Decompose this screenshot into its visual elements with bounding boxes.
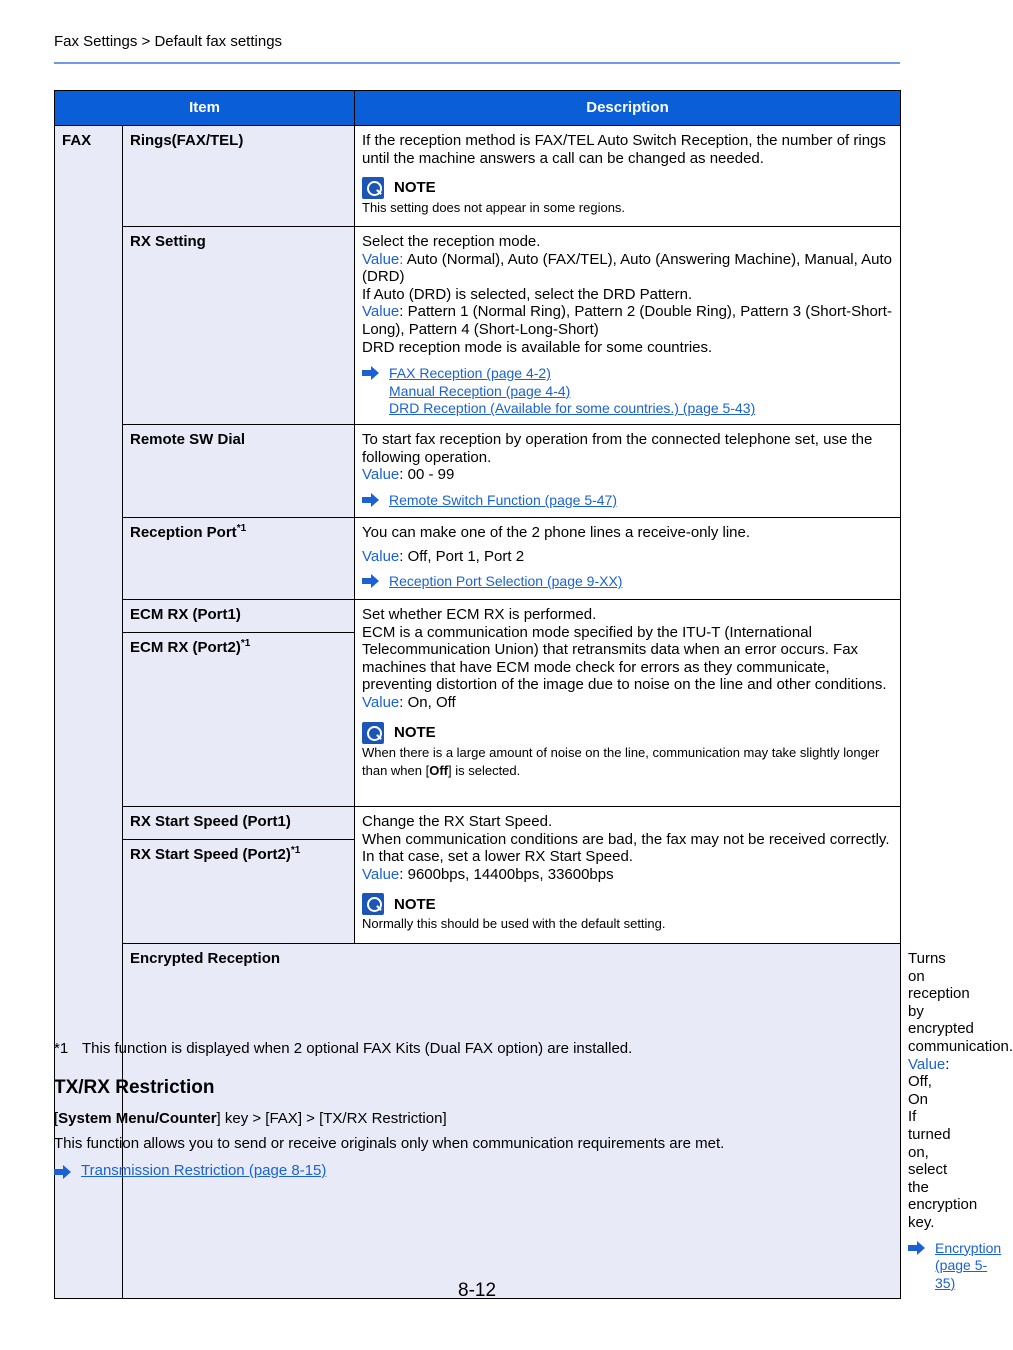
rx-speed-line2: When communication conditions are bad, the fax may not be received correctly. In that case, set a lower RX Start Speed. xyxy=(362,830,890,866)
link-drd-reception[interactable]: DRD Reception (Available for some countries.) (page 5-43) xyxy=(389,400,756,417)
header-divider xyxy=(54,62,900,64)
desc-rx-setting xyxy=(355,227,901,425)
note-ecm xyxy=(362,722,893,780)
item-ecm-rx-port2: ECM RX (Port2) xyxy=(130,639,241,656)
ecm-line2: ECM is a communication mode specified by the ITU-T (International Telecommunication Union) that retransmits data when an error occurs. Fax machines that have ECM mode check for errors as they communicate, preventing distortion of the image due to noise on the line and other conditions. xyxy=(362,623,887,694)
column-header-description: Description xyxy=(355,91,901,126)
item-ecm-rx xyxy=(123,600,355,807)
link-transmission-restriction[interactable]: Transmission Restriction (page 8-15) xyxy=(81,1162,327,1179)
section-title: TX/RX Restriction xyxy=(54,1077,215,1098)
arrow-right-icon xyxy=(362,575,380,587)
note-text-post: ] is selected. xyxy=(448,762,521,778)
desc-rings-text: If the reception method is FAX/TEL Auto Switch Reception, the number of rings until the machine answers a call can be changed as needed. xyxy=(362,132,886,167)
note-text-pre: When there is a large amount of noise on the line, communication may take slightly longer than when [ xyxy=(362,744,880,778)
desc-reception-port xyxy=(355,518,901,600)
ecm-line1: Set whether ECM RX is performed. xyxy=(362,606,597,623)
link-reception-port-selection[interactable]: Reception Port Selection (page 9-XX) xyxy=(389,573,623,590)
value-label: Value xyxy=(362,303,400,321)
arrow-right-icon xyxy=(908,1242,926,1254)
link-fax-reception[interactable]: FAX Reception (page 4-2) xyxy=(389,365,551,382)
breadcrumb: Fax Settings > Default fax settings xyxy=(54,33,283,50)
value-text: : 00 - 99 xyxy=(399,466,455,484)
note-rings xyxy=(362,177,893,217)
footnote-mark: *1 xyxy=(54,1040,69,1057)
footnote-ref: *1 xyxy=(240,638,251,649)
desc-rx-start-speed xyxy=(355,807,901,944)
value-text: : 9600bps, 14400bps, 33600bps xyxy=(399,865,614,883)
footnote-text: This function is displayed when 2 optional FAX Kits (Dual FAX option) are installed. xyxy=(82,1040,633,1057)
value-text: : Off, Port 1, Port 2 xyxy=(399,547,525,565)
note-rx-speed xyxy=(362,893,893,933)
note-label: NOTE xyxy=(394,179,436,197)
desc-rings xyxy=(355,126,901,227)
section-description: This function allows you to send or receive originals only when communication requirements are met. xyxy=(54,1135,725,1152)
desc-remote-sw-dial xyxy=(355,425,901,518)
settings-table: Item Description FAX Rings(FAX/TEL) If the reception method is FAX/TEL Auto Switch Reception, the number of rings until the machine answers a call can be changed as needed. NOTE This setting does not appear in some regions. RX Setting Select the reception mode. Value: Auto (Normal), Auto (FAX/TEL), Auto (Answering Machine), Manual, Auto (DRD) If Auto (DRD) is selected, select the DRD Pattern. Value: Pattern 1 (Normal Ring), Pattern 2 (Double Ring), Pattern 3 (Short-Short-Long), Pattern 4 (Short-Long-Short) DRD reception mode is available for some countries. FAX Reception (page 4-2) Manual Reception (page 4-4) DRD Reception (Available for some countries.) (page 5-43) Remote SW Dial To start fax reception by operation from the connected telephone set, use the following operation. Value: 00 - 99 Remote Switch Function (page 5-47) Reception Port$^{*1}$ You can make one of the 2 phone lines a receive-only line. Value: Off, Port 1, Port 2 Reception Port Selection (page 9-XX) ECM RX (Port1) ECM RX (Port2)$^{*1}$ Set whether ECM RX is performed. ECM is a communication mode specified by the ITU-T (International Telecommunication Union) that retransmits data when an error occurs. Fax machines that have ECM mode check for errors as they communicate, preventing distortion of the image due to noise on the line and other conditions. Value: On, Off NOTE When there is a large amount of noise on the line, communication may take slightly longer than when [Off] is selected. RX Start Speed (Port1) RX Start Speed (Port2)$^{*1}$ Change the RX Start Speed. When communication conditions are bad, the fax may not be received correctly. In that case, set a lower RX Start Speed. Value: 9600bps, 14400bps, 33600bps NOTE Normally this should be used with the default setting. Encrypted Reception Turns on reception by encrypted communication. Value: Off, On If turned on, select the encryption key. Encryption (page 5-35) xyxy=(54,90,901,1299)
item-rings: Rings(FAX/TEL) xyxy=(123,126,355,227)
item-reception-port-label: Reception Port xyxy=(130,524,237,541)
menu-path xyxy=(54,1110,447,1127)
value-text: : On, Off xyxy=(399,693,456,711)
footnote-ref: *1 xyxy=(290,845,301,856)
section-link-row xyxy=(54,1162,326,1179)
value-label: Value xyxy=(908,1055,946,1073)
note-text: Normally this should be used with the default setting. xyxy=(362,916,666,932)
arrow-right-icon xyxy=(362,367,380,379)
item-reception-port xyxy=(123,518,355,600)
menu-path-open: [ xyxy=(54,1110,59,1127)
link-encryption[interactable]: Encryption (page 5-35) xyxy=(935,1239,1002,1291)
note-text-bold: Off xyxy=(429,762,448,778)
item-encrypted-reception: Encrypted Reception xyxy=(123,944,901,1299)
value-label: Value xyxy=(362,466,400,484)
arrow-right-icon xyxy=(54,1166,72,1178)
note-icon xyxy=(362,893,384,915)
note-text: This setting does not appear in some regions. xyxy=(362,200,626,216)
footnote xyxy=(54,1040,632,1057)
note-text xyxy=(362,744,893,780)
value-text: : Pattern 1 (Normal Ring), Pattern 2 (Double Ring), Pattern 3 (Short-Short-Long), Pattern 4 (Short-Long-Short) xyxy=(362,303,892,338)
value-label: Value: xyxy=(362,250,404,268)
item-rx-start-speed-port1: RX Start Speed (Port1) xyxy=(130,813,291,830)
link-manual-reception[interactable]: Manual Reception (page 4-4) xyxy=(389,382,571,399)
rx-setting-line1: Select the reception mode. xyxy=(362,233,541,250)
value-label: Value xyxy=(362,693,400,711)
item-rx-start-speed xyxy=(123,807,355,944)
remote-sw-text: To start fax reception by operation from the connected telephone set, use the following operation. xyxy=(362,431,873,466)
note-label: NOTE xyxy=(394,895,436,913)
item-rx-start-speed-port2: RX Start Speed (Port2) xyxy=(130,846,291,863)
desc-ecm-rx xyxy=(355,600,901,807)
menu-path-rest: ] key > [FAX] > [TX/RX Restriction] xyxy=(216,1110,447,1127)
note-icon xyxy=(362,722,384,744)
value-text: : Off, On xyxy=(908,1055,950,1108)
rx-speed-line1: Change the RX Start Speed. xyxy=(362,813,553,830)
item-ecm-rx-port1: ECM RX (Port1) xyxy=(130,606,241,623)
column-header-item: Item xyxy=(55,91,355,126)
page-number: 8-12 xyxy=(458,1280,497,1301)
value-label: Value xyxy=(362,547,400,565)
footnote-ref: *1 xyxy=(236,523,247,534)
item-rx-setting: RX Setting xyxy=(123,227,355,425)
link-remote-switch[interactable]: Remote Switch Function (page 5-47) xyxy=(389,491,617,508)
reception-port-text: You can make one of the 2 phone lines a receive-only line. xyxy=(362,524,751,541)
rx-setting-line2: If Auto (DRD) is selected, select the DRD Pattern. xyxy=(362,285,693,303)
note-label: NOTE xyxy=(394,723,436,741)
note-icon xyxy=(362,177,384,199)
arrow-right-icon xyxy=(362,494,380,506)
item-remote-sw-dial: Remote SW Dial xyxy=(123,425,355,518)
menu-path-key: System Menu/Counter xyxy=(58,1110,217,1127)
value-label: Value xyxy=(362,865,400,883)
rx-setting-line3: DRD reception mode is available for some countries. xyxy=(362,338,713,356)
group-fax: FAX xyxy=(55,126,123,1299)
value-text: Auto (Normal), Auto (FAX/TEL), Auto (Answering Machine), Manual, Auto (DRD) xyxy=(362,250,892,286)
